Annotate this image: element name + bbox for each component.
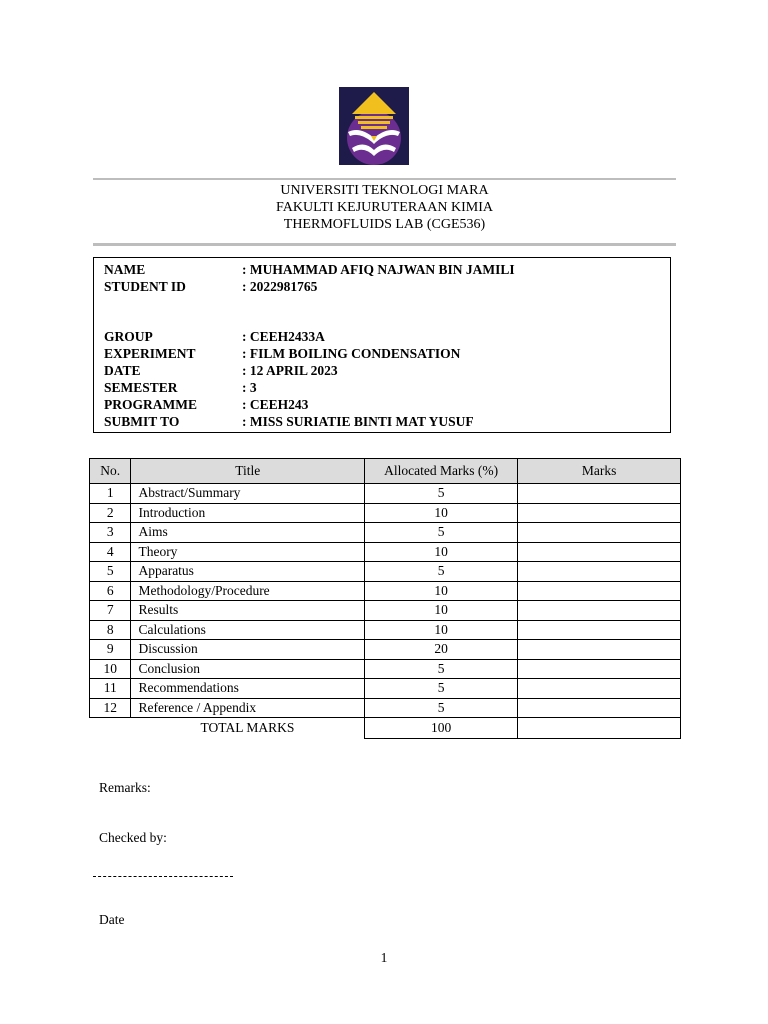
- row-allocated: 10: [364, 503, 517, 523]
- document-heading: [93, 182, 676, 233]
- experiment-value: : FILM BOILING CONDENSATION: [242, 346, 461, 361]
- info-row-name: [104, 262, 515, 279]
- name-label: NAME: [104, 262, 146, 277]
- table-row: [90, 679, 681, 699]
- table-row: [90, 698, 681, 718]
- marks-table-body: [90, 484, 681, 739]
- date-footer-label: Date: [99, 912, 125, 927]
- row-title: Aims: [131, 523, 365, 543]
- row-allocated: 10: [364, 620, 517, 640]
- row-title: Conclusion: [131, 659, 365, 679]
- row-title: Reference / Appendix: [131, 698, 365, 718]
- course-name: THERMOFLUIDS LAB (CGE536): [283, 217, 486, 232]
- row-no: 12: [90, 698, 131, 718]
- submit-to-label: SUBMIT TO: [104, 414, 180, 429]
- name-value: : MUHAMMAD AFIQ NAJWAN BIN JAMILI: [242, 262, 515, 277]
- row-title: Introduction: [131, 503, 365, 523]
- info-row-programme: [104, 397, 308, 414]
- row-allocated: 5: [364, 523, 517, 543]
- date-value: : 12 APRIL 2023: [242, 363, 338, 378]
- row-marks-cell[interactable]: [518, 659, 681, 679]
- row-allocated: 10: [364, 581, 517, 601]
- table-row: [90, 562, 681, 582]
- submit-to-value: : MISS SURIATIE BINTI MAT YUSUF: [242, 414, 474, 429]
- header-allocated-marks: Allocated Marks (%): [364, 459, 517, 484]
- marks-table: [89, 458, 681, 739]
- row-allocated: 5: [364, 562, 517, 582]
- signature-line: [93, 876, 233, 877]
- total-spacer: [90, 718, 131, 739]
- bottom-rule: [93, 243, 676, 246]
- row-allocated: 5: [364, 679, 517, 699]
- university-name: UNIVERSITI TEKNOLOGI MARA: [280, 183, 489, 198]
- header-no: No.: [90, 459, 131, 484]
- info-row-group: [104, 329, 325, 346]
- student-id-value: : 2022981765: [242, 279, 318, 294]
- header-marks: Marks: [518, 459, 681, 484]
- info-row-date: [104, 363, 338, 380]
- table-row: [90, 484, 681, 504]
- row-title: Calculations: [131, 620, 365, 640]
- faculty-name: FAKULTI KEJURUTERAAN KIMIA: [276, 200, 493, 215]
- row-title: Apparatus: [131, 562, 365, 582]
- semester-label: SEMESTER: [104, 380, 178, 395]
- row-no: 2: [90, 503, 131, 523]
- row-marks-cell[interactable]: [518, 484, 681, 504]
- page-number: 1: [380, 950, 388, 965]
- row-allocated: 5: [364, 698, 517, 718]
- row-title: Methodology/Procedure: [131, 581, 365, 601]
- table-row: [90, 640, 681, 660]
- total-marks-cell[interactable]: [518, 718, 681, 739]
- row-marks-cell[interactable]: [518, 698, 681, 718]
- row-allocated: 20: [364, 640, 517, 660]
- table-row: [90, 659, 681, 679]
- table-row: [90, 620, 681, 640]
- row-no: 9: [90, 640, 131, 660]
- experiment-label: EXPERIMENT: [104, 346, 196, 361]
- programme-label: PROGRAMME: [104, 397, 197, 412]
- row-title: Recommendations: [131, 679, 365, 699]
- group-value: : CEEH2433A: [242, 329, 325, 344]
- table-row: [90, 503, 681, 523]
- table-row: [90, 581, 681, 601]
- top-rule: [93, 178, 676, 180]
- checked-by-label: Checked by:: [99, 830, 167, 845]
- marks-table-header: [90, 459, 681, 484]
- row-marks-cell[interactable]: [518, 581, 681, 601]
- total-marks-value: 100: [364, 718, 517, 739]
- row-marks-cell[interactable]: [518, 562, 681, 582]
- row-allocated: 10: [364, 601, 517, 621]
- row-no: 7: [90, 601, 131, 621]
- total-marks-label: TOTAL MARKS: [200, 720, 295, 736]
- table-row: [90, 523, 681, 543]
- row-no: 11: [90, 679, 131, 699]
- row-marks-cell[interactable]: [518, 620, 681, 640]
- row-no: 8: [90, 620, 131, 640]
- row-allocated: 10: [364, 542, 517, 562]
- row-no: 4: [90, 542, 131, 562]
- table-row: [90, 542, 681, 562]
- info-row-semester: [104, 380, 257, 397]
- row-marks-cell[interactable]: [518, 679, 681, 699]
- row-title: Discussion: [131, 640, 365, 660]
- row-title: Results: [131, 601, 365, 621]
- row-marks-cell[interactable]: [518, 542, 681, 562]
- table-row: [90, 601, 681, 621]
- row-marks-cell[interactable]: [518, 503, 681, 523]
- semester-value: : 3: [242, 380, 257, 395]
- row-no: 5: [90, 562, 131, 582]
- total-row: [90, 718, 681, 739]
- remarks-label: Remarks:: [99, 780, 151, 795]
- programme-value: : CEEH243: [242, 397, 309, 412]
- row-no: 10: [90, 659, 131, 679]
- row-marks-cell[interactable]: [518, 523, 681, 543]
- student-info-box: [93, 257, 671, 433]
- row-no: 6: [90, 581, 131, 601]
- university-logo: [338, 86, 410, 166]
- info-row-submit-to: [104, 414, 474, 431]
- row-title: Abstract/Summary: [131, 484, 365, 504]
- row-no: 3: [90, 523, 131, 543]
- info-row-experiment: [104, 346, 460, 363]
- row-title: Theory: [131, 542, 365, 562]
- row-marks-cell[interactable]: [518, 601, 681, 621]
- group-label: GROUP: [104, 329, 153, 344]
- row-allocated: 5: [364, 484, 517, 504]
- row-marks-cell[interactable]: [518, 640, 681, 660]
- header-title: Title: [131, 459, 365, 484]
- info-row-student-id: [104, 279, 317, 296]
- date-label: DATE: [104, 363, 141, 378]
- row-allocated: 5: [364, 659, 517, 679]
- student-id-label: STUDENT ID: [104, 279, 186, 294]
- row-no: 1: [90, 484, 131, 504]
